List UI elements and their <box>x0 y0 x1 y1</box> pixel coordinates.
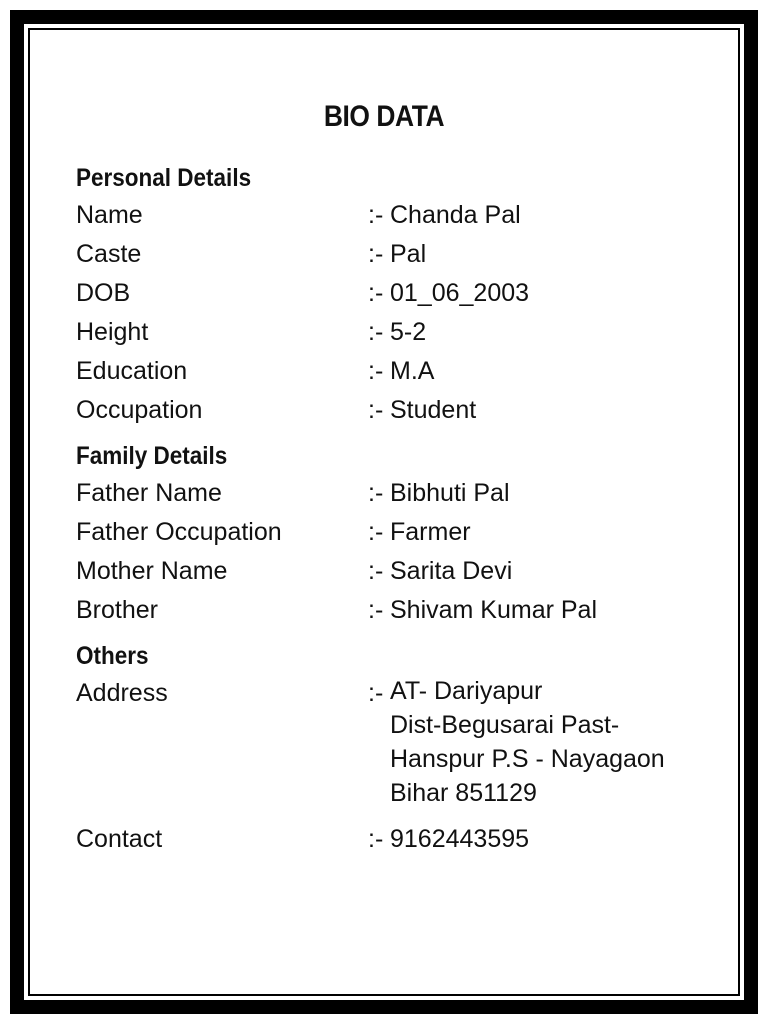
section-heading-family: Family Details <box>76 442 228 470</box>
section-heading-others: Others <box>76 642 149 670</box>
field-label: Address <box>76 679 168 707</box>
field-row-caste <box>76 235 716 274</box>
field-label: Contact <box>76 825 163 853</box>
field-label: Father Occupation <box>76 518 282 546</box>
field-label: DOB <box>76 279 131 307</box>
field-row-occupation <box>76 391 716 430</box>
document-title: BIO DATA <box>323 100 445 133</box>
field-row-address <box>76 674 716 810</box>
field-value: 9162443595 <box>390 825 530 853</box>
address-line: AT- Dariyapur <box>390 677 543 705</box>
field-value: 5-2 <box>390 318 427 346</box>
field-value: 01_06_2003 <box>390 279 530 307</box>
field-value: Farmer <box>390 518 471 546</box>
field-row-contact <box>76 820 716 859</box>
field-row-name <box>76 196 716 235</box>
field-row-mother-name <box>76 552 716 591</box>
field-label: Mother Name <box>76 557 228 585</box>
field-label: Occupation <box>76 396 203 424</box>
field-value: M.A <box>390 357 435 385</box>
field-row-father-occupation <box>76 513 716 552</box>
field-separator: :- <box>368 557 384 585</box>
field-separator: :- <box>368 596 384 624</box>
field-label: Brother <box>76 596 158 624</box>
field-value: Student <box>390 396 477 424</box>
field-value: Chanda Pal <box>390 201 521 229</box>
field-label: Education <box>76 357 188 385</box>
field-row-dob <box>76 274 716 313</box>
field-label: Father Name <box>76 479 222 507</box>
field-label: Name <box>76 201 143 229</box>
field-row-education <box>76 352 716 391</box>
field-value: Shivam Kumar Pal <box>390 596 598 624</box>
biodata-content <box>76 160 716 859</box>
field-separator: :- <box>368 479 384 507</box>
field-separator: :- <box>368 518 384 546</box>
field-value: Sarita Devi <box>390 557 513 585</box>
field-separator: :- <box>368 201 384 229</box>
field-label: Height <box>76 318 149 346</box>
field-separator: :- <box>368 240 384 268</box>
field-row-father-name <box>76 474 716 513</box>
field-value: Pal <box>390 240 427 268</box>
field-separator: :- <box>368 679 384 707</box>
field-row-height <box>76 313 716 352</box>
field-row-brother <box>76 591 716 630</box>
field-separator: :- <box>368 825 384 853</box>
address-value <box>390 674 716 810</box>
address-line: Hanspur P.S - Nayagaon <box>390 745 665 773</box>
field-separator: :- <box>368 357 384 385</box>
field-separator: :- <box>368 279 384 307</box>
section-heading-personal: Personal Details <box>76 164 252 192</box>
field-separator: :- <box>368 318 384 346</box>
address-line: Bihar 851129 <box>390 779 537 807</box>
address-line: Dist-Begusarai Past- <box>390 711 620 739</box>
field-value: Bibhuti Pal <box>390 479 510 507</box>
field-label: Caste <box>76 240 142 268</box>
field-separator: :- <box>368 396 384 424</box>
